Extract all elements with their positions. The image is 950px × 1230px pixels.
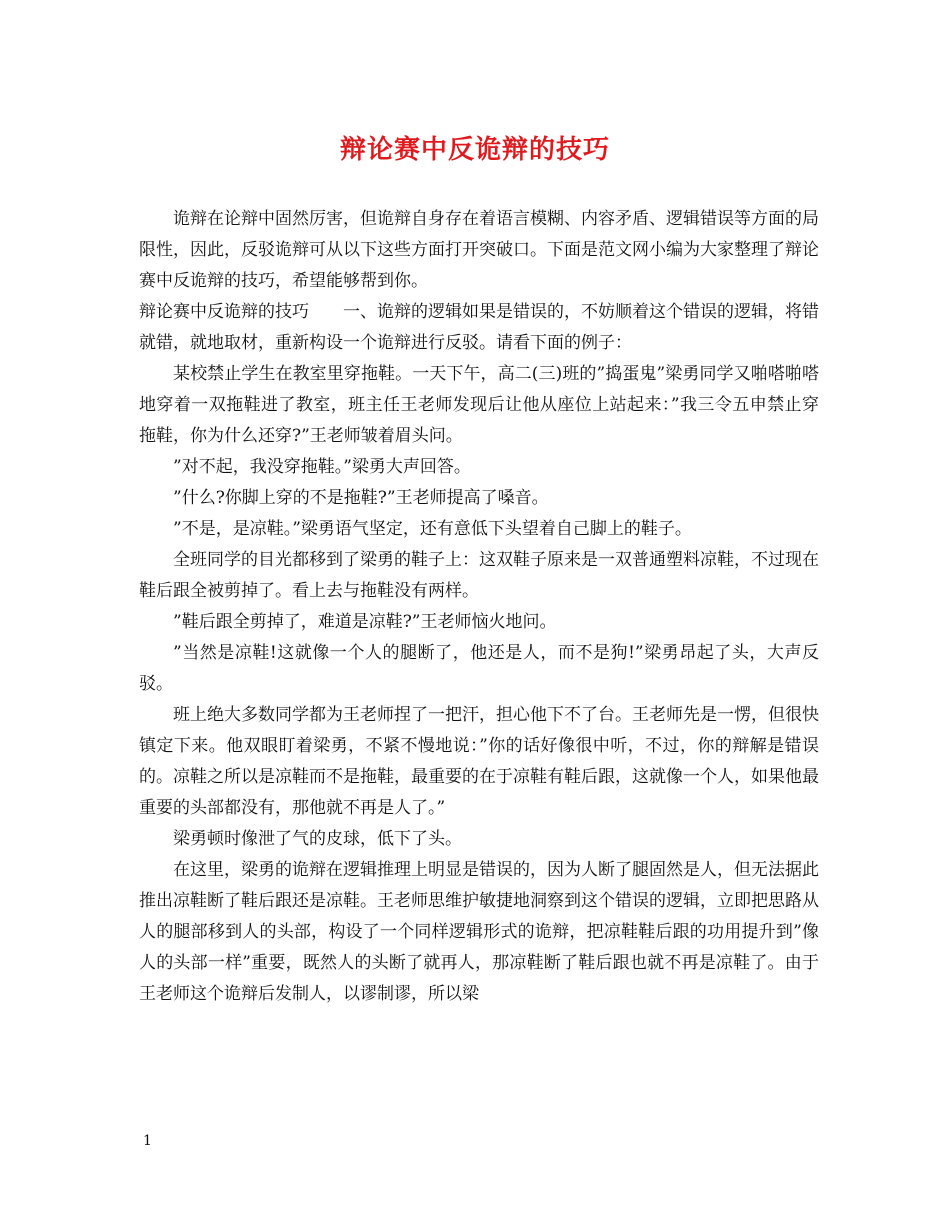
page-number: 1 <box>143 1133 152 1149</box>
paragraph-dialogue: ”什么?你脚上穿的不是拖鞋?”王老师提高了嗓音。 <box>173 488 549 508</box>
paragraph-story: 梁勇顿时像泄了气的皮球，低下了头。 <box>173 829 462 849</box>
document-body <box>139 204 819 1010</box>
paragraph-dialogue: ”鞋后跟全剪掉了，难道是凉鞋?”王老师恼火地问。 <box>173 612 557 632</box>
document-title: 辩论赛中反诡辩的技巧 <box>339 135 610 165</box>
paragraph-dialogue: ”不是，是凉鞋。”梁勇语气坚定，还有意低下头望着自己脚上的鞋子。 <box>173 519 692 539</box>
paragraph-story: 某校禁止学生在教室里穿拖鞋。一天下午，高二(三)班的”捣蛋鬼”梁勇同学又啪嗒啪嗒地穿着一双拖鞋进了教室，班主任王老师发现后让他从座位上站起来：”我三令五申禁止穿拖鞋，你为什么还穿?”王老师皱着眉头问。 <box>139 364 819 446</box>
paragraph-story: 班上绝大多数同学都为王老师捏了一把汗，担心他下不了台。王老师先是一愣，但很快镇定下来。他双眼盯着梁勇，不紧不慢地说：”你的话好像很中听，不过，你的辩解是错误的。凉鞋之所以是凉鞋而不是拖鞋，最重要的在于凉鞋有鞋后跟，这就像一个人，如果他最重要的头部都没有，那他就不再是人了。” <box>139 705 819 818</box>
paragraph-dialogue: ”当然是凉鞋!这就像一个人的腿断了，他还是人，而不是狗!”梁勇昂起了头，大声反驳。 <box>139 643 819 694</box>
paragraph-story: 全班同学的目光都移到了梁勇的鞋子上：这双鞋子原来是一双普通塑料凉鞋，不过现在鞋后跟全被剪掉了。看上去与拖鞋没有两样。 <box>139 550 819 601</box>
paragraph-technique-one: 辩论赛中反诡辩的技巧 一、诡辩的逻辑如果是错误的，不妨顺着这个错误的逻辑，将错就错，就地取材，重新构设一个诡辩进行反驳。请看下面的例子： <box>139 302 819 353</box>
paragraph-intro: 诡辩在论辩中固然厉害，但诡辩自身存在着语言模糊、内容矛盾、逻辑错误等方面的局限性，因此，反驳诡辩可从以下这些方面打开突破口。下面是范文网小编为大家整理了辩论赛中反诡辩的技巧，希望能够帮到你。 <box>139 209 819 291</box>
paragraph-analysis: 在这里，梁勇的诡辩在逻辑推理上明显是错误的，因为人断了腿固然是人，但无法据此推出凉鞋断了鞋后跟还是凉鞋。王老师思维护敏捷地洞察到这个错误的逻辑，立即把思路从人的腿部移到人的头部，构设了一个同样逻辑形式的诡辩，把凉鞋鞋后跟的功用提升到”像人的头部一样”重要，既然人的头断了就再人，那凉鞋断了鞋后跟也就不再是凉鞋了。由于王老师这个诡辩后发制人，以谬制谬，所以梁 <box>139 860 819 1004</box>
paragraph-dialogue: ”对不起，我没穿拖鞋。”梁勇大声回答。 <box>173 457 471 477</box>
